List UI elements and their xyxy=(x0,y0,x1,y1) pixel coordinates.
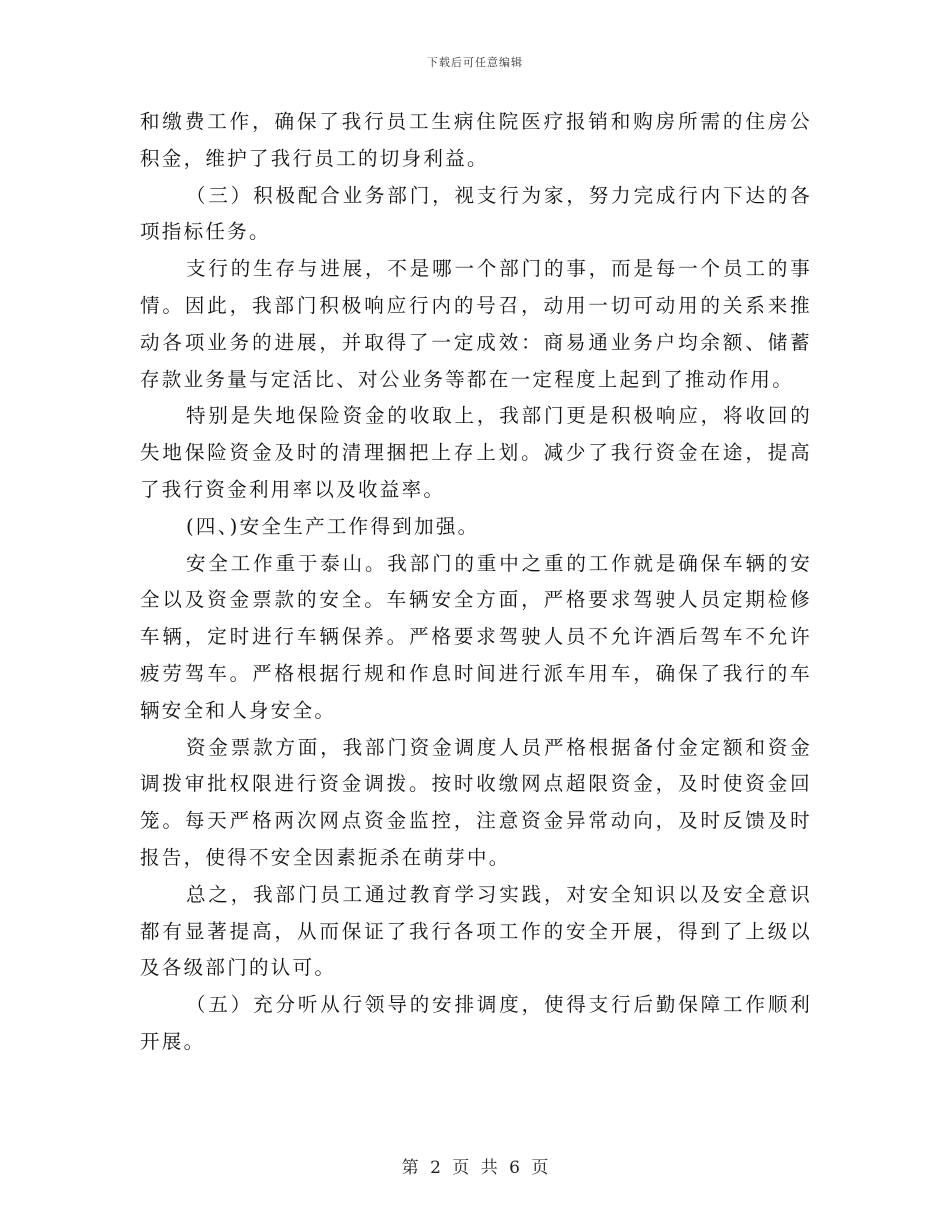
paragraph: 总之，我部门员工通过教育学习实践，对安全知识以及安全意识都有显著提高，从而保证了我行各项工作的安全开展，得到了上级以及各级部门的认可。 xyxy=(140,882,812,980)
page-number: 第 2 页 共 6 页 xyxy=(401,1158,549,1178)
paragraph: 和缴费工作，确保了我行员工生病住院医疗报销和购房所需的住房公积金，维护了我行员工的切身利益。 xyxy=(140,110,812,170)
paragraph: 安全工作重于泰山。我部门的重中之重的工作就是确保车辆的安全以及资金票款的安全。车辆安全方面，严格要求驾驶人员定期检修车辆，定时进行车辆保养。严格要求驾驶人员不允许酒后驾车不允许疲劳驾车。严格根据行规和作息时间进行派车用车，确保了我行的车辆安全和人身安全。 xyxy=(140,551,812,722)
paragraph: （三）积极配合业务部门，视支行为家，努力完成行内下达的各项指标任务。 xyxy=(140,183,812,244)
paragraph: (四、)安全生产工作得到加强。 xyxy=(186,514,480,538)
paragraph: 支行的生存与进展，不是哪一个部门的事，而是每一个员工的事情。因此，我部门积极响应行内的号召，动用一切可动用的关系来推动各项业务的进展，并取得了一定成效：商易通业务户均余额、储蓄存款业务量与定活比、对公业务等都在一定程度上起到了推动作用。 xyxy=(140,257,812,391)
header-note: 下载后可任意编辑 xyxy=(427,56,523,69)
document-body xyxy=(140,104,812,1061)
paragraph: 特别是失地保险资金的收取上，我部门更是积极响应，将收回的失地保险资金及时的清理捆把上存上划。减少了我行资金在途，提高了我行资金利用率以及收益率。 xyxy=(140,404,812,501)
paragraph: （五）充分听从行领导的安排调度，使得支行后勤保障工作顺利开展。 xyxy=(140,993,812,1053)
paragraph: 资金票款方面，我部门资金调度人员严格根据备付金定额和资金调拨审批权限进行资金调拨。按时收缴网点超限资金，及时使资金回笼。每天严格两次网点资金监控，注意资金异常动向，及时反馈及时报告，使得不安全因素扼杀在萌芽中。 xyxy=(140,735,812,869)
